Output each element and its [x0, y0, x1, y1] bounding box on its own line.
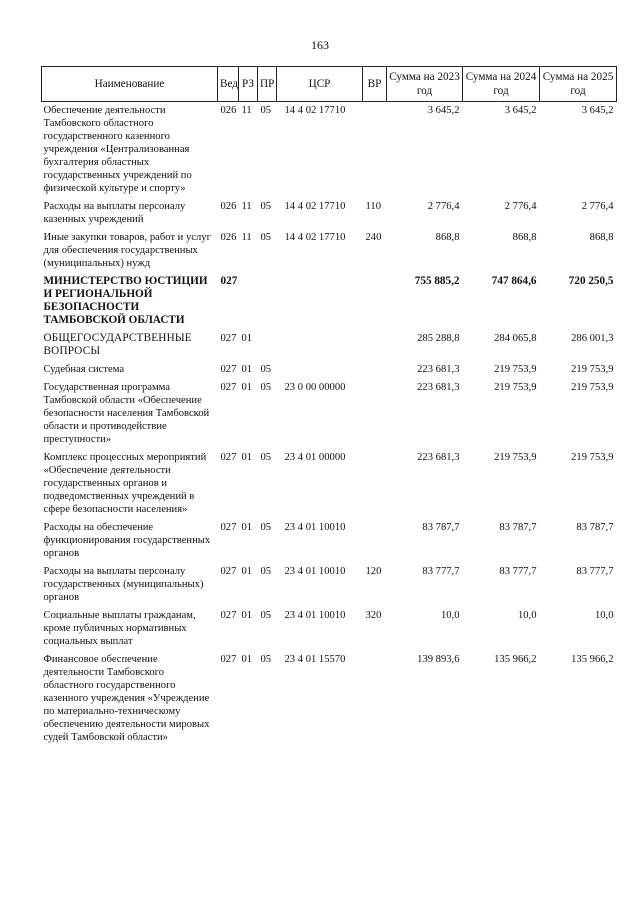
row-csr	[277, 363, 363, 381]
row-ved: 026	[220, 201, 237, 212]
header-csr: ЦСР	[277, 67, 363, 102]
row-sum-2023: 868,8	[435, 232, 460, 243]
row-pr: 05	[260, 382, 272, 393]
row-csr: 23 4 01 15570	[284, 654, 346, 665]
row-name: Расходы на выплаты персоналу казенных учреждений	[43, 201, 186, 225]
row-ved: 027	[220, 522, 237, 533]
row-csr: 23 0 00 00000	[284, 382, 346, 393]
budget-table	[41, 66, 617, 749]
header-name: Наименование	[42, 67, 218, 102]
row-ved: 027	[220, 333, 237, 344]
row-rz: 01	[241, 382, 253, 393]
row-vr	[363, 275, 387, 332]
row-sum-2025: 2 776,4	[581, 201, 614, 212]
row-sum-2025: 83 777,7	[576, 566, 614, 577]
row-rz: 01	[241, 522, 253, 533]
row-ved: 027	[220, 275, 238, 287]
row-rz: 11	[241, 201, 252, 212]
row-csr: 14 4 02 17710	[284, 232, 346, 243]
table-row	[42, 565, 617, 609]
row-sum-2023: 3 645,2	[427, 105, 460, 116]
row-vr	[363, 363, 387, 381]
row-sum-2023: 223 681,3	[417, 452, 460, 463]
row-name: МИНИСТЕРСТВО ЮСТИЦИИ И РЕГИОНАЛЬНОЙ БЕЗОПАСНОСТИ ТАМБОВСКОЙ ОБЛАСТИ	[43, 275, 208, 326]
row-vr	[363, 381, 387, 451]
row-vr	[363, 521, 387, 565]
row-sum-2023: 83 777,7	[422, 566, 460, 577]
header-rz: РЗ	[239, 67, 258, 102]
row-pr: 05	[260, 232, 272, 243]
row-sum-2023: 139 893,6	[417, 654, 460, 665]
table-row	[42, 231, 617, 275]
row-sum-2024: 3 645,2	[504, 105, 537, 116]
row-sum-2025: 83 787,7	[576, 522, 614, 533]
row-vr: 320	[365, 610, 382, 621]
row-sum-2023: 2 776,4	[427, 201, 460, 212]
row-name: ОБЩЕГОСУДАРСТВЕННЫЕ ВОПРОСЫ	[43, 332, 192, 357]
row-csr: 23 4 01 00000	[284, 452, 346, 463]
table-header	[42, 67, 617, 102]
row-sum-2025: 219 753,9	[571, 452, 614, 463]
row-csr	[277, 275, 363, 332]
row-sum-2024: 219 753,9	[494, 452, 537, 463]
table-row	[42, 363, 617, 381]
row-sum-2024: 2 776,4	[504, 201, 537, 212]
row-sum-2025: 3 645,2	[581, 105, 614, 116]
row-pr	[258, 332, 277, 363]
row-pr: 05	[260, 522, 272, 533]
header-pr: ПР	[258, 67, 277, 102]
row-ved: 026	[220, 232, 237, 243]
row-vr	[363, 451, 387, 521]
row-sum-2024: 83 787,7	[499, 522, 537, 533]
row-rz	[239, 275, 258, 332]
row-sum-2023: 755 885,2	[414, 275, 460, 287]
row-pr: 05	[260, 452, 272, 463]
row-csr	[277, 332, 363, 363]
row-ved: 027	[220, 654, 237, 665]
row-name: Социальные выплаты гражданам, кроме публичных нормативных социальных выплат	[43, 610, 196, 647]
row-name: Государственная программа Тамбовской области «Обеспечение безопасности населения Тамбовской области и противодействие преступности»	[43, 382, 210, 445]
row-ved: 027	[220, 610, 237, 621]
row-name: Комплекс процессных мероприятий «Обеспечение деятельности государственных органов и подведомственных учреждений в сфере безопасности населения»	[43, 452, 207, 515]
row-sum-2025: 135 966,2	[571, 654, 614, 665]
row-sum-2023: 83 787,7	[422, 522, 460, 533]
row-csr: 14 4 02 17710	[284, 201, 346, 212]
row-rz: 01	[241, 566, 253, 577]
row-csr: 23 4 01 10010	[284, 610, 346, 621]
row-sum-2025: 286 001,3	[571, 333, 614, 344]
row-sum-2025: 720 250,5	[568, 275, 614, 287]
row-pr: 05	[260, 201, 272, 212]
row-sum-2024: 83 777,7	[499, 566, 537, 577]
row-rz: 01	[241, 452, 253, 463]
page-number: 163	[311, 38, 329, 52]
table-row	[42, 521, 617, 565]
row-name: Иные закупки товаров, работ и услуг для обеспечения государственных (муниципальных) нужд	[43, 232, 211, 269]
row-sum-2024: 219 753,9	[494, 382, 537, 393]
row-name: Финансовое обеспечение деятельности Тамбовского областного государственного казенного учреждения «Учреждение по материально-техническому обеспечению деятельности мировых судей Тамбовской области»	[43, 654, 210, 743]
table-row	[42, 200, 617, 231]
row-rz: 01	[241, 654, 253, 665]
header-sum-2025: Сумма на 2025 год	[540, 67, 617, 102]
row-sum-2024: 219 753,9	[494, 364, 537, 375]
table-row	[42, 653, 617, 749]
header-sum-2023: Сумма на 2023 год	[387, 67, 463, 102]
row-sum-2024: 135 966,2	[494, 654, 537, 665]
section-row	[42, 332, 617, 363]
row-vr: 240	[365, 232, 382, 243]
row-sum-2024: 10,0	[517, 610, 537, 621]
row-sum-2025: 219 753,9	[571, 364, 614, 375]
row-name: Расходы на обеспечение функционирования государственных органов	[43, 522, 211, 559]
table-body	[42, 102, 617, 750]
row-sum-2024: 284 065,8	[494, 333, 537, 344]
row-csr: 14 4 02 17710	[284, 105, 346, 116]
row-sum-2024: 868,8	[512, 232, 537, 243]
header-ved: Вед	[218, 67, 239, 102]
row-sum-2025: 10,0	[594, 610, 614, 621]
row-name: Расходы на выплаты персоналу государственных (муниципальных) органов	[43, 566, 204, 603]
row-vr: 110	[365, 201, 381, 212]
row-sum-2023: 223 681,3	[417, 382, 460, 393]
row-pr: 05	[260, 105, 272, 116]
row-pr: 05	[260, 654, 272, 665]
row-vr: 120	[365, 566, 382, 577]
row-rz: 11	[241, 105, 252, 116]
table-row	[42, 609, 617, 653]
row-sum-2025: 868,8	[589, 232, 614, 243]
header-sum-2024: Сумма на 2024 год	[463, 67, 540, 102]
row-sum-2023: 223 681,3	[417, 364, 460, 375]
row-ved: 026	[220, 105, 237, 116]
row-sum-2024: 747 864,6	[491, 275, 537, 287]
row-ved: 027	[220, 382, 237, 393]
row-pr: 05	[260, 364, 272, 375]
row-pr	[258, 275, 277, 332]
row-vr	[363, 653, 387, 749]
row-vr	[363, 332, 387, 363]
row-csr: 23 4 01 10010	[284, 566, 346, 577]
row-sum-2025: 219 753,9	[571, 382, 614, 393]
table-row	[42, 381, 617, 451]
row-sum-2023: 10,0	[440, 610, 460, 621]
row-name: Обеспечение деятельности Тамбовского областного государственного казенного учреждения «Централизованная бухгалтерия областных государственных учреждений по физической культуре и спорту»	[43, 105, 192, 194]
row-name: Судебная система	[43, 364, 125, 375]
row-ved: 027	[220, 364, 237, 375]
row-ved: 027	[220, 452, 237, 463]
row-rz: 01	[241, 333, 253, 344]
ministry-row	[42, 275, 617, 332]
table-row	[42, 102, 617, 201]
header-vr: ВР	[363, 67, 387, 102]
row-csr: 23 4 01 10010	[284, 522, 346, 533]
row-pr: 05	[260, 566, 272, 577]
row-rz: 01	[241, 364, 253, 375]
row-sum-2023: 285 288,8	[417, 333, 460, 344]
row-rz: 01	[241, 610, 253, 621]
row-ved: 027	[220, 566, 237, 577]
row-pr: 05	[260, 610, 272, 621]
row-rz: 11	[241, 232, 252, 243]
table-row	[42, 451, 617, 521]
row-vr	[363, 102, 387, 201]
